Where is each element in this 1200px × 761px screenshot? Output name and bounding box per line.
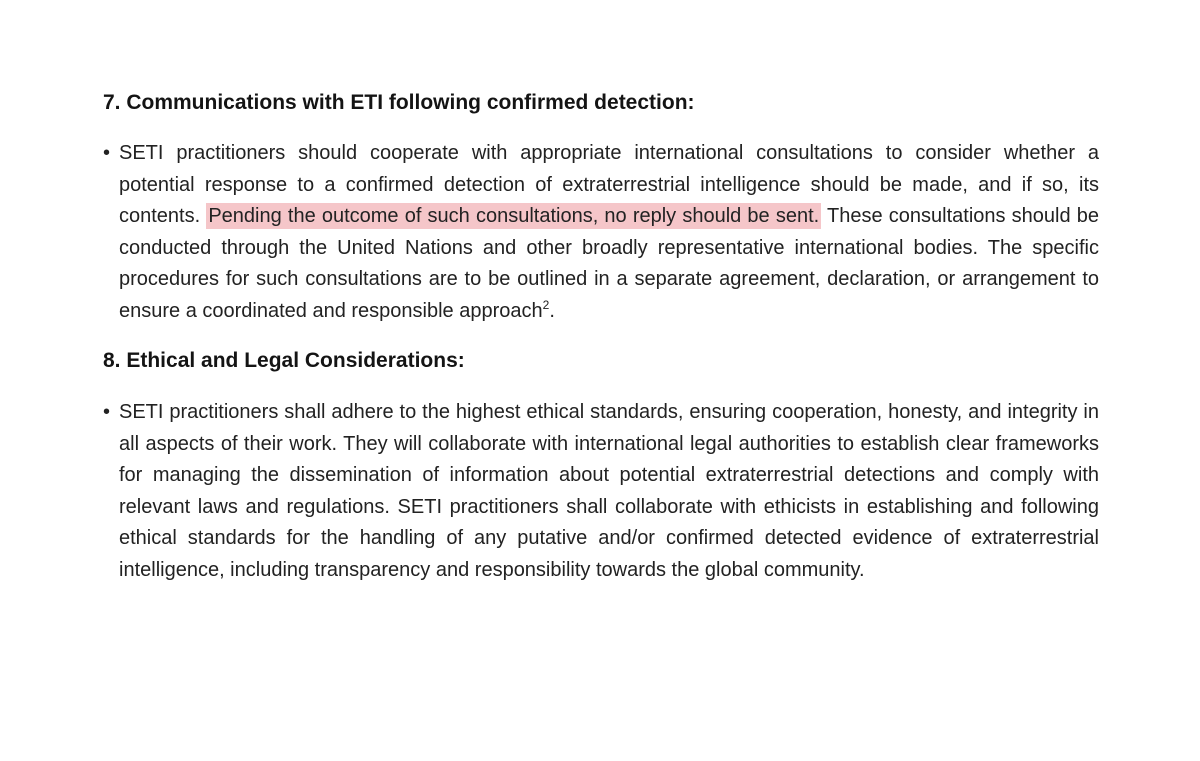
section-heading: 8. Ethical and Legal Considerations: (103, 349, 465, 372)
bullet-paragraph (103, 138, 1099, 328)
paragraph-text: SETI practitioners should cooperate with appropriate international consultations to consider whether a potential response to a confirmed detection of extraterrestrial intelligence should be made, and if so, its contents. (119, 142, 1099, 228)
paragraph-text: SETI practitioners shall adhere to the highest ethical standards, ensuring cooperation, honesty, and integrity in all aspects of their work. They will collaborate with international legal authorities to establish clear frameworks for managing the dissemination of information about potential extraterrestrial detections and comply with relevant laws and regulations. SETI practitioners shall collaborate with ethicists in establishing and following ethical standards for the handling of any putative and/or confirmed detected evidence of extraterrestrial intelligence, including transparency and responsibility towards the global community. (119, 401, 1099, 581)
bullet-point: • (103, 142, 111, 164)
highlighted-text: Pending the outcome of such consultations, no reply should be sent. (208, 205, 820, 228)
section-ethical-legal (103, 346, 1099, 607)
end-punctuation: . (549, 299, 555, 322)
section-heading: 7. Communications with ETI following confirmed detection: (103, 91, 695, 114)
footnote-reference: 2 (542, 297, 550, 312)
bullet-point: • (103, 401, 111, 423)
paragraph-text-continued: These consultations should be conducted through the United Nations and other broadly representative international bodies. The specific procedures for such consultations are to be outlined in a separate agreement, declaration, or arrangement to ensure a coordinated and responsible approach (119, 205, 1100, 322)
section-communications-eti (103, 88, 1099, 348)
bullet-paragraph (103, 397, 1099, 587)
